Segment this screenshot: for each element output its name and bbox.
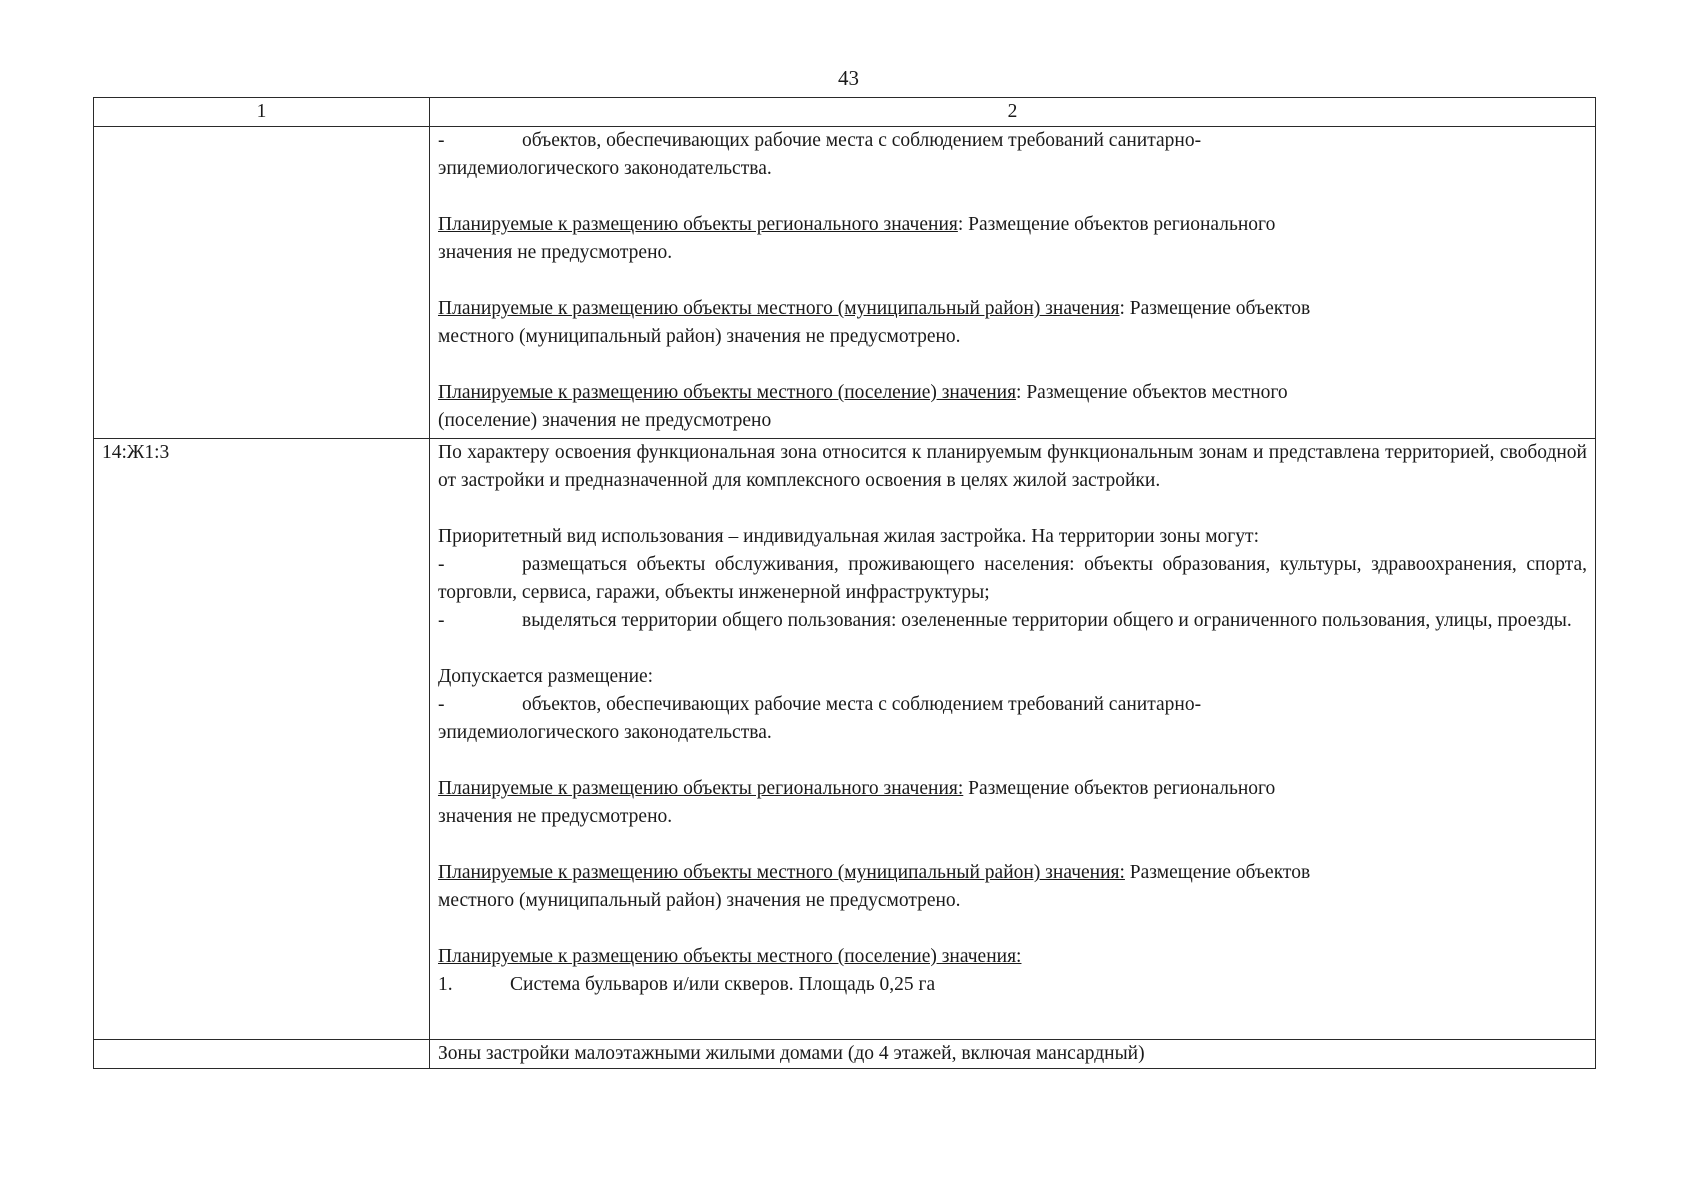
allowed-item-cont: эпидемиологического законодательства. xyxy=(438,158,772,179)
allowed-item-cont: эпидемиологического законодательства. xyxy=(438,722,772,743)
priority-use: Приоритетный вид использования – индивидуальная жилая застройка. На территории зоны могут: xyxy=(438,526,1259,547)
settlement-heading: Планируемые к размещению объекты местного (поселение) значения xyxy=(438,382,1017,403)
list-item: - выделяться территории общего пользования: озелененные территории общего и ограниченного пользования, улицы, проезды. xyxy=(438,610,1572,631)
settlement-item: 1. Система бульваров и/или скверов. Площадь 0,25 га xyxy=(438,974,936,995)
zone-description-cell xyxy=(430,127,1596,439)
municipal-objects-cont: местного (муниципальный район) значения не предусмотрено. xyxy=(438,890,961,911)
zone-intro: По характеру освоения функциональная зона относится к планируемым функциональным зонам и представлена территорией, свободной от застройки и предназначенной для комплексного освоения в целях жилой застройки. xyxy=(438,442,1587,491)
regional-objects: Планируемые к размещению объекты регионального значения: Размещение объектов регионального xyxy=(438,214,1276,235)
municipal-heading: Планируемые к размещению объекты местного (муниципальный район) значения xyxy=(438,298,1120,319)
table-header-row xyxy=(94,98,1596,127)
table-row xyxy=(94,439,1596,1040)
regional-heading: Планируемые к размещению объекты регионального значения xyxy=(438,214,958,235)
settlement-objects-cont: (поселение) значения не предусмотрено xyxy=(438,410,772,431)
zone-description-cell xyxy=(430,439,1596,1040)
regional-objects-cont: значения не предусмотрено. xyxy=(438,806,673,827)
municipal-objects-cont: местного (муниципальный район) значения не предусмотрено. xyxy=(438,326,961,347)
table-row xyxy=(94,127,1596,439)
zone-group-title: Зоны застройки малоэтажными жилыми домами (до 4 этажей, включая мансардный) xyxy=(430,1040,1596,1069)
header-cell-2: 2 xyxy=(430,98,1596,127)
allowed-item: - объектов, обеспечивающих рабочие места с соблюдением требований санитарно- xyxy=(438,694,1202,715)
header-cell-1: 1 xyxy=(94,98,430,127)
regional-objects: Планируемые к размещению объекты регионального значения: Размещение объектов регионального xyxy=(438,778,1276,799)
regional-objects-cont: значения не предусмотрено. xyxy=(438,242,673,263)
page-number: 43 xyxy=(838,66,859,90)
municipal-heading: Планируемые к размещению объекты местного (муниципальный район) значения: xyxy=(438,862,1125,883)
settlement-heading: Планируемые к размещению объекты местного (поселение) значения: xyxy=(438,946,1022,967)
settlement-objects: Планируемые к размещению объекты местного (поселение) значения: Размещение объектов местного xyxy=(438,382,1288,403)
allowed-item: - объектов, обеспечивающих рабочие места с соблюдением требований санитарно- xyxy=(438,130,1202,151)
zones-table xyxy=(93,97,1596,1069)
municipal-objects: Планируемые к размещению объекты местного (муниципальный район) значения: Размещение объектов xyxy=(438,862,1311,883)
regional-heading: Планируемые к размещению объекты регионального значения: xyxy=(438,778,964,799)
municipal-objects: Планируемые к размещению объекты местного (муниципальный район) значения: Размещение объектов xyxy=(438,298,1311,319)
table-row xyxy=(94,1040,1596,1069)
zone-code-cell xyxy=(94,1040,430,1069)
list-item: - размещаться объекты обслуживания, проживающего населения: объекты образования, культуры, здравоохранения, спорта, торговли, сервиса, гаражи, объекты инженерной инфраструктуры; xyxy=(438,554,1587,603)
settlement-objects xyxy=(438,943,1587,971)
allowed-heading: Допускается размещение: xyxy=(438,666,654,687)
zone-code-cell xyxy=(94,127,430,439)
zone-code-cell: 14:Ж1:3 xyxy=(94,439,430,1040)
